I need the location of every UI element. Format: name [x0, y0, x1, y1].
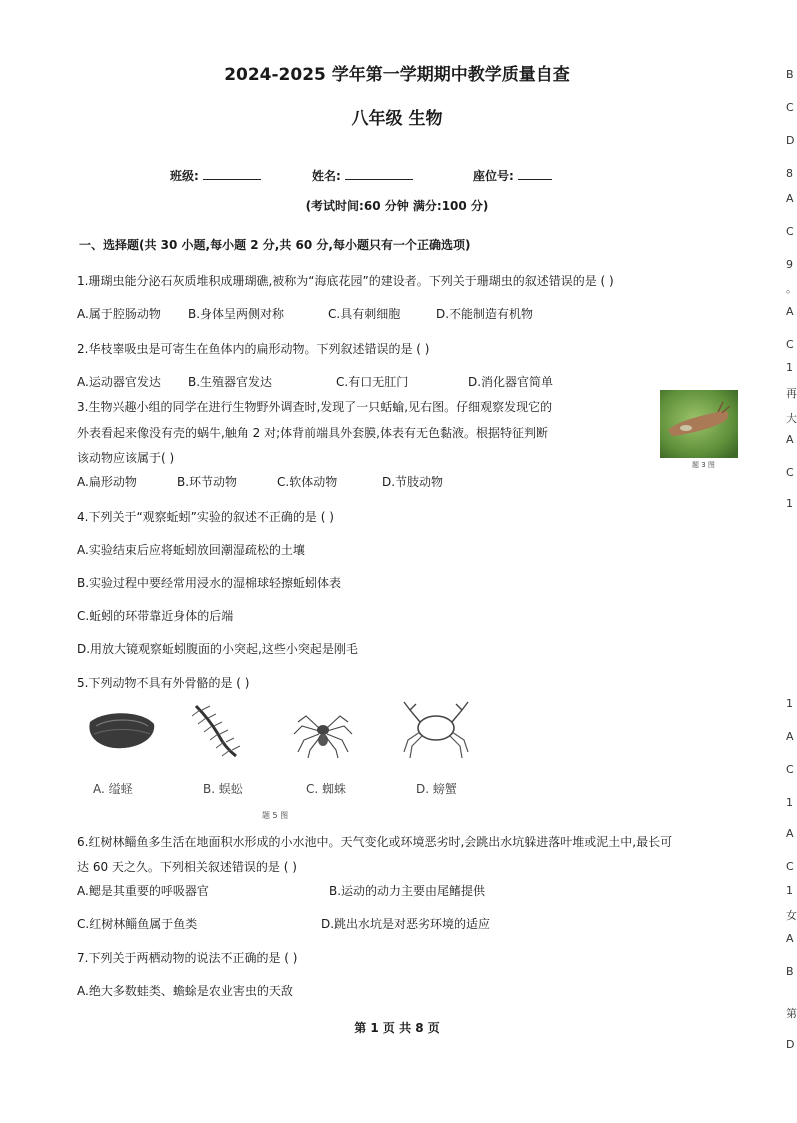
q1-option-b: B.身体呈两侧对称: [188, 307, 285, 321]
q2-option-c: C.有口无肛门: [336, 375, 409, 389]
figure-3-label: 题 3 图: [692, 461, 715, 469]
q6-option-a: A.鳃是其重要的呼吸器官: [77, 884, 209, 898]
question-6-line-2: 达 60 天之久。下列相关叙述错误的是 ( ): [77, 860, 297, 874]
name-field: [312, 167, 413, 184]
name-label: 姓名:: [312, 169, 341, 183]
q7-option-a: A.绝大多数蛙类、蟾蜍是农业害虫的天敌: [77, 984, 293, 998]
q2-option-d: D.消化器官简单: [468, 375, 554, 389]
class-blank[interactable]: [203, 167, 261, 180]
q4-option-b: B.实验过程中要经常用浸水的湿棉球轻擦蚯蚓体表: [77, 576, 342, 590]
q1-option-c: C.具有刺细胞: [328, 307, 401, 321]
q1-option-d: D.不能制造有机物: [436, 307, 534, 321]
q6-option-b: B.运动的动力主要由尾鳍提供: [329, 884, 486, 898]
page-number: 第 1 页 共 8 页: [354, 1021, 440, 1035]
margin-char: 1: [786, 796, 793, 809]
margin-char: A: [786, 932, 794, 945]
crab-image: [398, 698, 474, 762]
margin-char: 1: [786, 361, 793, 374]
margin-char: 1: [786, 884, 793, 897]
q3-option-c: C.软体动物: [277, 475, 338, 489]
margin-char: A: [786, 827, 794, 840]
question-3-line-2: 外表看起来像没有壳的蜗牛,触角 2 对;体背前端具外套膜,体表有无色黏液。根据特征判断: [77, 426, 548, 440]
q3-option-d: D.节肢动物: [382, 475, 444, 489]
margin-char: 大: [786, 412, 797, 425]
class-label: 班级:: [170, 169, 199, 183]
margin-char: 8: [786, 167, 793, 180]
margin-char: A: [786, 433, 794, 446]
q5-caption-c: C. 蜘蛛: [306, 782, 347, 796]
question-6-line-1: 6.红树林鲻鱼多生活在地面积水形成的小水池中。天气变化或环境恶劣时,会跳出水坑躲进落叶堆或泥土中,最长可: [77, 835, 673, 849]
margin-char: 再: [786, 387, 797, 400]
margin-char: 9: [786, 258, 793, 271]
q6-option-d: D.跳出水坑是对恶劣环境的适应: [321, 917, 491, 931]
q5-caption-a: A. 缢蛏: [93, 782, 133, 796]
exam-info: (考试时间:60 分钟 满分:100 分): [305, 199, 489, 213]
razor-clam-image: [84, 704, 158, 754]
q2-option-a: A.运动器官发达: [77, 375, 161, 389]
margin-char: D: [786, 134, 795, 147]
seat-label: 座位号:: [473, 169, 514, 183]
margin-char: C: [786, 338, 794, 351]
margin-char: B: [786, 965, 794, 978]
q6-option-c: C.红树林鲻鱼属于鱼类: [77, 917, 198, 931]
centipede-image: [182, 700, 250, 760]
margin-char: 第: [786, 1007, 797, 1020]
question-3-line-1: 3.生物兴趣小组的同学在进行生物野外调查时,发现了一只蛞蝓,见右图。仔细观察发现它的: [77, 400, 553, 414]
margin-char: 女: [786, 909, 797, 922]
document-subtitle: 八年级 生物: [351, 109, 443, 129]
margin-char: B: [786, 68, 794, 81]
margin-char: 。: [786, 282, 797, 295]
question-3-line-3: 该动物应该属于( ): [77, 451, 175, 465]
margin-char: C: [786, 860, 794, 873]
slug-photo: [660, 390, 738, 458]
q4-option-d: D.用放大镜观察蚯蚓腹面的小突起,这些小突起是刚毛: [77, 642, 358, 656]
name-blank[interactable]: [345, 167, 413, 180]
question-1-text: 1.珊瑚虫能分泌石灰质堆积成珊瑚礁,被称为“海底花园”的建设者。下列关于珊瑚虫的叙述错误的是 ( ): [77, 274, 614, 288]
q4-option-c: C.蚯蚓的环带靠近身体的后端: [77, 609, 234, 623]
class-field: [170, 167, 261, 184]
margin-char: A: [786, 305, 794, 318]
question-7-text: 7.下列关于两栖动物的说法不正确的是 ( ): [77, 951, 298, 965]
margin-char: C: [786, 763, 794, 776]
document-title: 2024-2025 学年第一学期期中教学质量自查: [224, 65, 570, 85]
margin-char: D: [786, 1038, 795, 1051]
question-4-text: 4.下列关于“观察蚯蚓”实验的叙述不正确的是 ( ): [77, 510, 334, 524]
seat-field: [473, 167, 552, 184]
q5-caption-b: B. 蜈蚣: [203, 782, 243, 796]
q1-option-a: A.属于腔肠动物: [77, 307, 161, 321]
margin-char: A: [786, 192, 794, 205]
q3-option-b: B.环节动物: [177, 475, 238, 489]
margin-char: 1: [786, 497, 793, 510]
margin-char: C: [786, 225, 794, 238]
spider-image: [292, 706, 354, 758]
margin-char: C: [786, 101, 794, 114]
margin-char: A: [786, 730, 794, 743]
figure-5-label: 题 5 图: [262, 811, 289, 820]
q3-option-a: A.扁形动物: [77, 475, 137, 489]
q4-option-a: A.实验结束后应将蚯蚓放回潮湿疏松的土壤: [77, 543, 305, 557]
section-heading: 一、选择题(共 30 小题,每小题 2 分,共 60 分,每小题只有一个正确选项): [79, 238, 471, 252]
q2-option-b: B.生殖器官发达: [188, 375, 273, 389]
question-2-text: 2.华枝睾吸虫是可寄生在鱼体内的扁形动物。下列叙述错误的是 ( ): [77, 342, 430, 356]
question-5-text: 5.下列动物不具有外骨骼的是 ( ): [77, 676, 250, 690]
margin-char: 1: [786, 697, 793, 710]
margin-char: C: [786, 466, 794, 479]
seat-blank[interactable]: [518, 167, 552, 180]
q5-caption-d: D. 螃蟹: [416, 782, 457, 796]
